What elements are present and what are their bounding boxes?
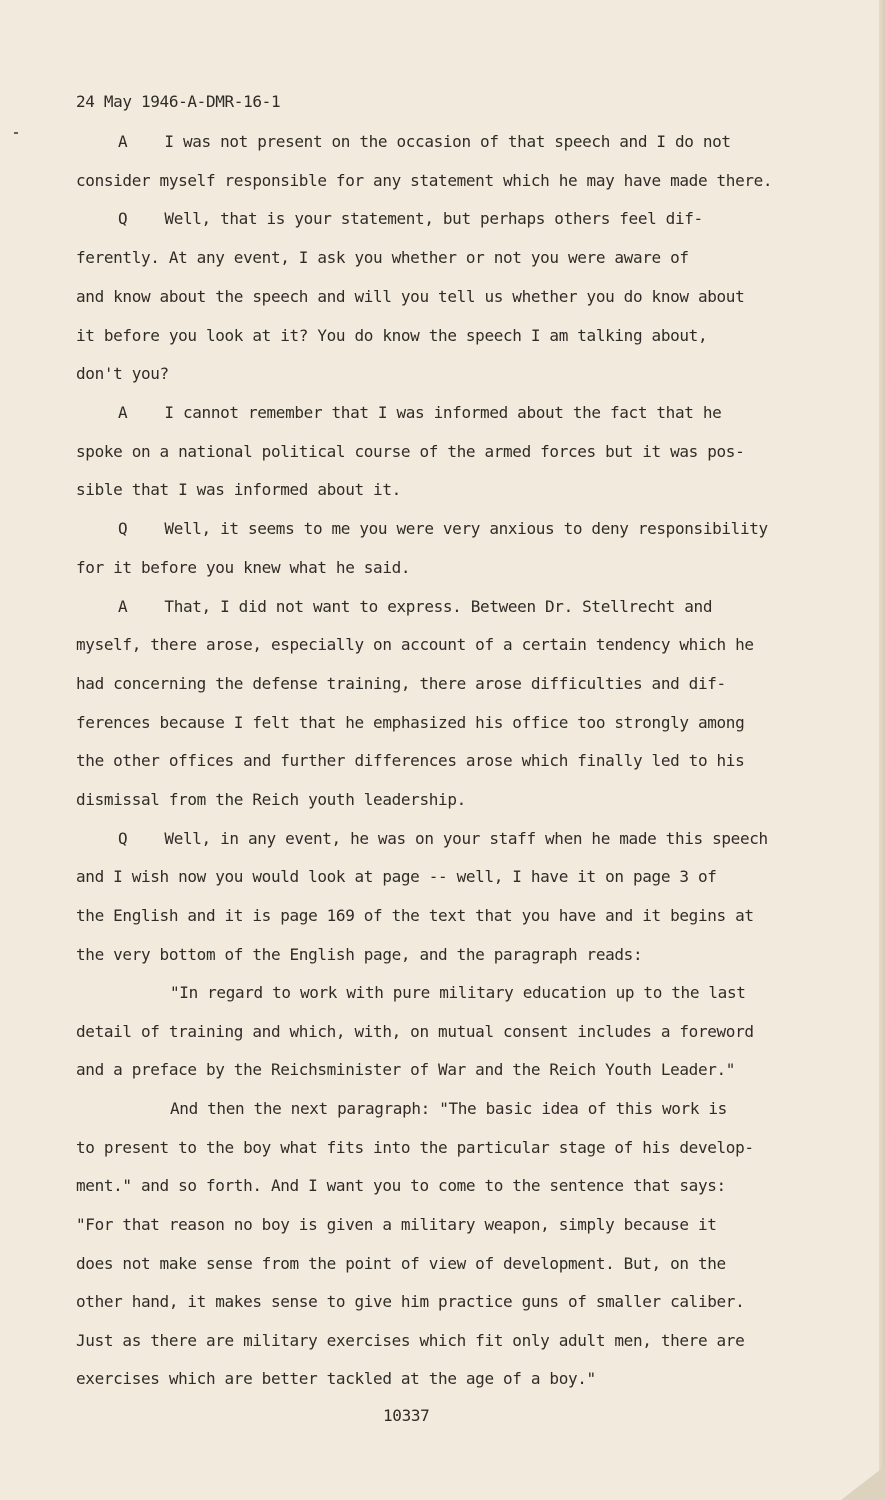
text-line: it before you look at it? You do know the speech I am talking about, — [76, 326, 708, 345]
text-line: dismissal from the Reich youth leadership. — [76, 790, 466, 809]
text-line: ment." and so forth. And I want you to come to the sentence that says: — [76, 1176, 726, 1195]
page-number: 10337 — [383, 1406, 430, 1425]
text-line: "For that reason no boy is given a military weapon, simply because it — [76, 1215, 717, 1234]
text-line: And then the next paragraph: "The basic idea of this work is — [170, 1099, 727, 1118]
text-line: ferently. At any event, I ask you whether or not you were aware of — [76, 248, 689, 267]
text-line: "In regard to work with pure military education up to the last — [170, 983, 746, 1002]
text-line: and I wish now you would look at page -- well, I have it on page 3 of — [76, 867, 717, 886]
text-line: myself, there arose, especially on account of a certain tendency which he — [76, 635, 754, 654]
text-line: Q Well, it seems to me you were very anxious to deny responsibility — [118, 519, 768, 538]
text-line: Just as there are military exercises which fit only adult men, there are — [76, 1331, 745, 1350]
text-line: sible that I was informed about it. — [76, 480, 401, 499]
corner-fold — [841, 1466, 885, 1500]
text-line: A I cannot remember that I was informed about the fact that he — [118, 403, 722, 422]
margin-mark — [14, 132, 18, 134]
document-header: 24 May 1946-A-DMR-16-1 — [76, 92, 281, 111]
text-line: the English and it is page 169 of the text that you have and it begins at — [76, 906, 754, 925]
text-line: consider myself responsible for any statement which he may have made there. — [76, 171, 773, 190]
text-line: Q Well, that is your statement, but perhaps others feel dif- — [118, 209, 703, 228]
text-line: A That, I did not want to express. Between Dr. Stellrecht and — [118, 597, 713, 616]
text-line: ferences because I felt that he emphasized his office too strongly among — [76, 713, 745, 732]
text-line: for it before you knew what he said. — [76, 558, 411, 577]
text-line: detail of training and which, with, on mutual consent includes a foreword — [76, 1022, 754, 1041]
text-line: Q Well, in any event, he was on your staff when he made this speech — [118, 829, 768, 848]
text-line: to present to the boy what fits into the particular stage of his develop- — [76, 1138, 754, 1157]
text-line: and a preface by the Reichsminister of War and the Reich Youth Leader." — [76, 1060, 736, 1079]
text-line: had concerning the defense training, there arose difficulties and dif- — [76, 674, 726, 693]
text-line: A I was not present on the occasion of that speech and I do not — [118, 132, 731, 151]
text-line: other hand, it makes sense to give him practice guns of smaller caliber. — [76, 1292, 745, 1311]
text-line: spoke on a national political course of the armed forces but it was pos- — [76, 442, 745, 461]
text-line: the other offices and further differences arose which finally led to his — [76, 751, 745, 770]
text-line: don't you? — [76, 364, 169, 383]
text-line: and know about the speech and will you tell us whether you do know about — [76, 287, 745, 306]
page-edge — [879, 0, 885, 1500]
text-line: the very bottom of the English page, and the paragraph reads: — [76, 945, 643, 964]
text-line: does not make sense from the point of view of development. But, on the — [76, 1254, 726, 1273]
text-line: exercises which are better tackled at the age of a boy." — [76, 1369, 596, 1388]
